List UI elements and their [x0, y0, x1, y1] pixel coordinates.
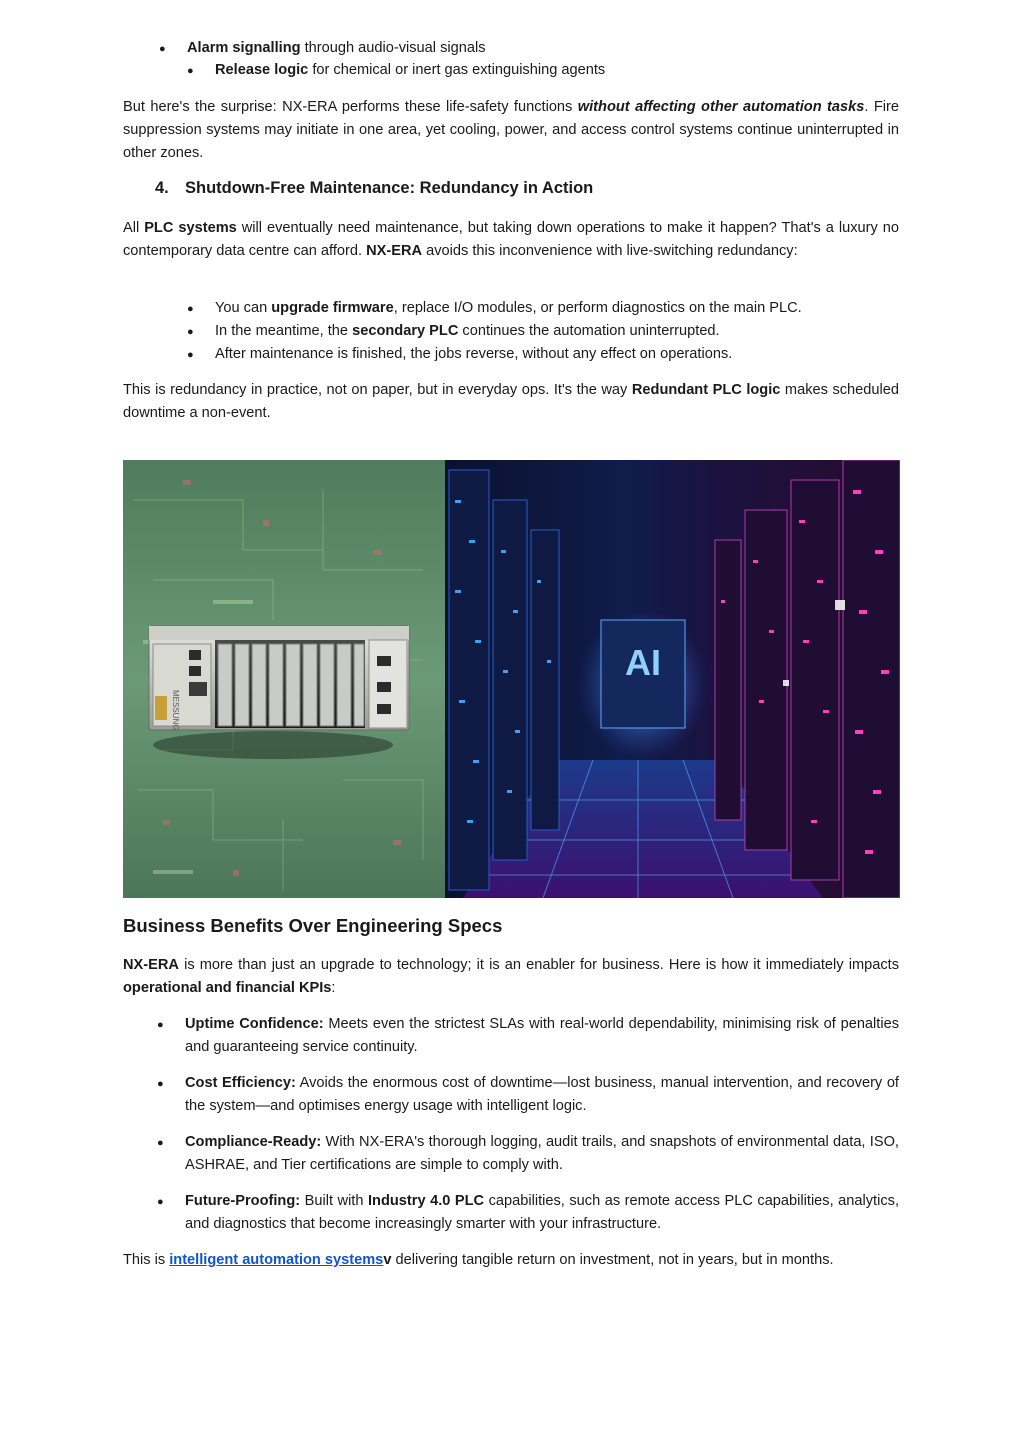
benefit-text: capabilities, such as remote access PLC capabilities, analytics, and diagnostics that become increasingly smarter with your infrastructure. [185, 1193, 899, 1232]
text-span: You can [215, 300, 272, 316]
text-span: All [123, 220, 145, 236]
bold-term: v [383, 1252, 392, 1268]
list-item [187, 343, 899, 366]
paragraph-maintenance [123, 217, 899, 263]
text-span: avoids this inconvenience with live-switching redundancy: [422, 242, 798, 259]
text-span: This is redundancy in practice, not on paper, but in everyday ops. It's the way [123, 382, 632, 398]
benefit-item-future [157, 1190, 899, 1236]
bold-term: operational and financial KPIs [123, 979, 332, 996]
benefit-title: Uptime Confidence: [185, 1016, 324, 1032]
bold-term: NX-ERA [123, 957, 179, 973]
text-span: is more than just an upgrade to technology; it is an enabler for business. Here is how it immediately impacts [178, 957, 899, 973]
bold-term: PLC systems [144, 220, 237, 236]
paragraph-surprise [123, 96, 899, 164]
link-intelligent-automation[interactable]: intelligent automation systems [169, 1252, 384, 1268]
text-span: delivering tangible return on investment, not in years, but in months. [391, 1252, 834, 1268]
bullet-text: for chemical or inert gas extinguishing agents [308, 62, 606, 78]
paragraph-benefits-intro [123, 954, 899, 1000]
text-span: After maintenance is finished, the jobs reverse, without any effect on operations. [215, 346, 733, 362]
text-span: , replace I/O modules, or perform diagnostics on the main PLC. [393, 300, 802, 316]
paragraph-closing [123, 1249, 899, 1272]
paragraph-redundancy [123, 379, 899, 425]
ai-label: AI [625, 642, 661, 683]
bold-term: secondary PLC [352, 323, 459, 339]
benefit-text: Avoids the enormous cost of downtime—lost business, manual intervention, and recovery of the system—and optimises energy usage with intelligent logic. [185, 1075, 899, 1114]
bullet-icon: ● [187, 303, 194, 315]
list-item [159, 37, 486, 60]
benefit-title: Compliance-Ready: [185, 1134, 322, 1150]
text-span: : [331, 979, 336, 996]
text-span: will eventually need maintenance, but taking down operations to make it happen? That's a luxury no contemporary data centre can afford. [123, 220, 899, 259]
text-span: . Fire suppression systems may initiate in one area, yet cooling, power, and access control systems continue uninterrupted in other zones. [123, 99, 899, 161]
emphasis: without affecting other automation tasks [577, 99, 865, 115]
benefit-item-uptime [157, 1013, 900, 1059]
text-span: This is [123, 1252, 170, 1268]
section-title: Shutdown-Free Maintenance: Redundancy in Action [185, 179, 594, 197]
bold-term: NX-ERA [366, 242, 423, 259]
bullet-icon: ● [157, 1137, 164, 1149]
benefit-text: Meets even the strictest SLAs with real-world dependability, minimising risk of penalties and guaranteeing service continuity. [185, 1016, 900, 1055]
bullet-bold: Release logic [215, 62, 309, 78]
section-number: 4. [155, 179, 169, 197]
list-item [187, 59, 606, 82]
bullet-text: through audio-visual signals [300, 40, 486, 56]
bold-term: upgrade firmware [271, 300, 394, 316]
list-item [187, 320, 899, 343]
benefit-title: Future-Proofing: [185, 1193, 301, 1209]
section-heading [155, 179, 594, 198]
bullet-icon: ● [157, 1196, 164, 1208]
bullet-bold: Alarm signalling [187, 40, 301, 56]
bullet-icon: ● [187, 326, 194, 338]
bold-term: Industry 4.0 PLC [368, 1193, 485, 1209]
benefit-text: With NX-ERA's thorough logging, audit trails, and snapshots of environmental data, ISO, ASHRAE, and Tier certifications are simple to comply with. [185, 1134, 899, 1173]
text-span: makes scheduled downtime a non-event. [123, 382, 899, 421]
text-span: In the meantime, the [215, 323, 353, 339]
heading-benefits: Business Benefits Over Engineering Specs [123, 915, 503, 936]
bullet-icon: ● [159, 43, 166, 55]
bullet-icon: ● [157, 1078, 164, 1090]
bullet-icon: ● [187, 349, 194, 361]
benefit-title: Cost Efficiency: [185, 1075, 296, 1091]
bullet-icon: ● [157, 1019, 164, 1031]
text-span: continues the automation uninterrupted. [458, 323, 720, 339]
bold-term: Redundant PLC logic [631, 382, 781, 398]
plc-unit [149, 626, 409, 730]
benefit-item-compliance [157, 1131, 899, 1177]
benefit-item-cost [157, 1072, 899, 1118]
plc-brand-label: MESSUNG [171, 690, 180, 731]
list-item [187, 297, 899, 320]
benefit-text: Built with [300, 1193, 368, 1209]
illustration-plc-datacenter [123, 460, 900, 898]
bullet-icon: ● [187, 65, 194, 77]
text-span: But here's the surprise: NX-ERA performs these life-safety functions [123, 99, 578, 115]
